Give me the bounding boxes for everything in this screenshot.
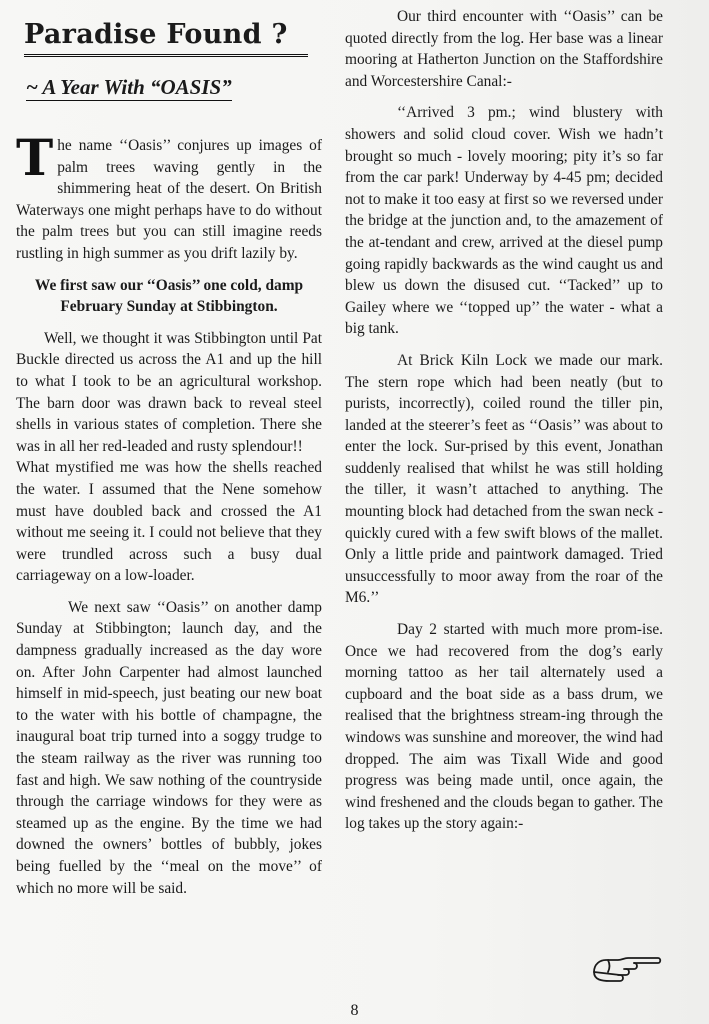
- title-underline: [24, 54, 308, 59]
- page-number: 8: [350, 1002, 359, 1019]
- left-column: [16, 10, 322, 899]
- article-title: Paradise Found ?: [24, 19, 288, 50]
- right-column: [345, 6, 663, 835]
- log-quote-paragraph: ‘‘Arrived 3 pm.; wind blustery with showers and solid cloud cover. Wish we hadn’t brought so much - lovely mooring; pity it’s so far from the car park! Underway by 4-45 pm; decided not to make it too easy at first so we reversed under the bridge at the junction and, to the amazement of the at-tendant and crew, arrived at the diesel pump going rapidly backwards as the wind caught us and blew us down the disused cut. ‘‘Tacked’’ up to Gailey where we ‘‘topped up’’ the water - what a big tank.: [345, 104, 663, 338]
- drop-cap: T: [16, 128, 54, 187]
- body-paragraph: Well, we thought it was Stibbington until Pat Buckle directed us across the A1 and up the hill to what I took to be an agricultural workshop. The barn door was drawn back to reveal steel shells in various states of completion. There she was in all her red-leaded and rusty splendour!!: [16, 329, 322, 455]
- intro-paragraph: [16, 128, 322, 265]
- body-paragraph: We next saw ‘‘Oasis’’ on another damp Sunday at Stibbington; launch day, and the dampness gradually increased as the day wore on. After John Carpenter had almost launched himself in mid-speech, just beating our new boat to the water with his bottle of champagne, the inaugural boat trip turned into a soggy trudge to the steam railway as the river was running too fast and high. We saw nothing of the countryside through the carriage windows for they were as steamed up as the engine. By the time we had downed the owners’ bottles of bubbly, jokes being fuelled by the ‘‘meal on the move’’ of which no more will be said.: [16, 598, 322, 897]
- body-paragraph: Our third encounter with ‘‘Oasis’’ can be quoted directly from the log. Her base was a linear mooring at Hatherton Junction on the Staffordshire and Worcestershire Canal:-: [345, 8, 663, 90]
- bold-lead-paragraph: We first saw our ‘‘Oasis’’ one cold, damp February Sunday at Stibbington.: [34, 276, 304, 316]
- body-paragraph: Day 2 started with much more prom-ise. Once we had recovered from the dog’s early morning tattoo as her tail alternately used a cupboard and the boat side as a bass drum, we realised that the brightness stream-ing through the windows was sunshine and moreover, the wind had dropped. The aim was Tixall Wide and good progress was being made until, once again, the wind freshened and the clouds began to gather. The log takes up the story again:-: [345, 621, 663, 833]
- log-quote-paragraph: At Brick Kiln Lock we made our mark. The stern rope which had been neatly (but to purists, incorrectly), coiled round the tiller pin, landed at the steerer’s feet as ‘‘Oasis’’ was about to enter the lock. Sur-prised by this event, Jonathan suddenly realised that whilst he was still holding the tiller, it wasn’t attached to anything. The mounting block had detached from the swan neck - quickly cured with a few swift blows of the mallet. Only a little pride and paintwork damaged. Tried unsuccessfully to moor away from the roar of the M6.’’: [345, 351, 663, 607]
- body-paragraph: What mystified me was how the shells reached the water. I assumed that the Nene somehow must have doubled back and crossed the A1 without me seeing it. I could not believe that they were trundled across such a busy dual carriageway on a low-loader.: [16, 459, 322, 585]
- intro-text: he name ‘‘Oasis’’ conjures up images of palm trees waving gently in the shimmering heat of the desert. On British Waterways one might perhaps have to do without the palm trees but you can still imagine reeds rustling in high summer as you drift lazily by.: [16, 137, 322, 262]
- pointing-hand-icon: [590, 950, 662, 990]
- article-subtitle: ~ A Year With “OASIS”: [26, 75, 232, 99]
